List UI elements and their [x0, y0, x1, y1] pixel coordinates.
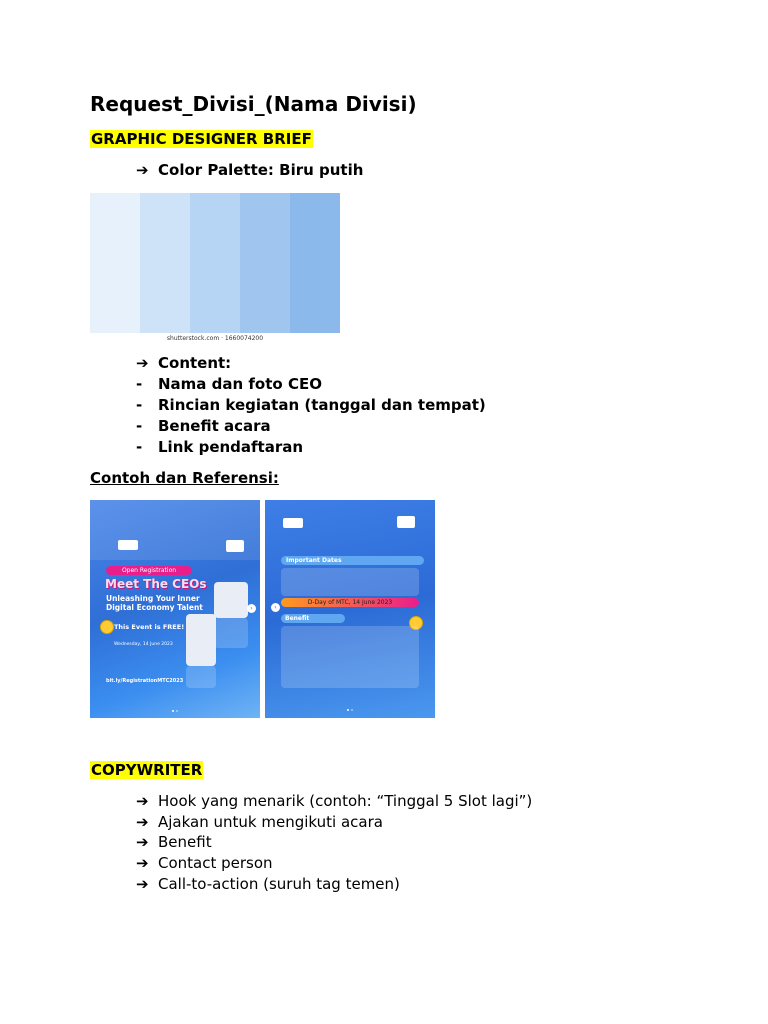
dash-bullet: - [136, 438, 143, 456]
content-label: Content: [158, 354, 232, 372]
emoji-icon [100, 620, 114, 634]
copywriter-heading-text: COPYWRITER [91, 761, 203, 779]
color-palette-label: Color Palette: Biru putih [158, 161, 364, 179]
palette-swatch-2 [140, 193, 190, 333]
list-item [136, 874, 556, 895]
list-item [136, 437, 536, 458]
arrow-icon: ➔ [136, 354, 149, 372]
poster-headline: Meet The CEOs [105, 577, 207, 591]
arrow-icon: ➔ [136, 161, 149, 179]
color-palette-line [136, 160, 436, 181]
copywriter-item: Benefit [158, 833, 212, 851]
reference-poster-1 [90, 500, 260, 718]
content-item: Benefit acara [158, 417, 271, 435]
arrow-icon: ➔ [136, 875, 149, 893]
list-item [136, 395, 536, 416]
copywriter-item: Ajakan untuk mengikuti acara [158, 813, 383, 831]
event-date: Wednesday, 14 June 2023 [114, 642, 173, 647]
list-item [136, 853, 556, 874]
copywriter-heading [90, 760, 203, 780]
content-line [136, 353, 436, 374]
palette-swatch-3 [190, 193, 240, 333]
palette-swatch-5 [290, 193, 340, 333]
reference-poster-2 [265, 500, 435, 718]
content-item: Nama dan foto CEO [158, 375, 322, 393]
graphic-brief-heading-text: GRAPHIC DESIGNER BRIEF [91, 130, 312, 148]
arrow-icon: ➔ [136, 854, 149, 872]
free-event-text: This Event is FREE! [114, 623, 185, 631]
partner-logo-icon [226, 540, 244, 552]
dash-bullet: - [136, 396, 143, 414]
carousel-dot [172, 710, 174, 712]
ceo-photo [214, 582, 248, 618]
content-item: Link pendaftaran [158, 438, 304, 456]
palette-credit: shutterstock.com · 1660074200 [166, 335, 264, 342]
dates-card [281, 568, 419, 596]
references-heading: Contoh dan Referensi: [90, 469, 279, 487]
list-item [136, 832, 556, 853]
palette-swatch-1 [90, 193, 140, 333]
dash-bullet: - [136, 375, 143, 393]
carousel-dot [351, 709, 353, 711]
logo-icon [118, 540, 138, 550]
prev-arrow-icon: ‹ [271, 603, 280, 612]
copywriter-item: Call-to-action (suruh tag temen) [158, 875, 400, 893]
graphic-brief-heading [90, 129, 313, 149]
arrow-icon: ➔ [136, 792, 149, 810]
partner-logo-icon [397, 516, 415, 528]
color-palette-image [90, 193, 340, 333]
important-dates-banner: Important Dates [281, 556, 424, 565]
next-arrow-icon: › [247, 604, 256, 613]
copywriter-item: Hook yang menarik (contoh: “Tinggal 5 Slot lagi”) [158, 792, 533, 810]
benefit-card [281, 626, 419, 688]
page-title: Request_Divisi_(Nama Divisi) [90, 92, 417, 116]
ceo-card [186, 666, 216, 688]
logo-icon [283, 518, 303, 528]
content-item: Rincian kegiatan (tanggal dan tempat) [158, 396, 486, 414]
carousel-dot [176, 710, 178, 712]
list-item [136, 416, 536, 437]
arrow-icon: ➔ [136, 813, 149, 831]
carousel-dot [347, 709, 349, 711]
poster-subtitle-1: Unleashing Your Inner [106, 594, 200, 603]
list-item [136, 812, 556, 833]
poster-subtitle-2: Digital Economy Talent [106, 603, 203, 612]
copywriter-item: Contact person [158, 854, 273, 872]
ceo-photo [186, 614, 216, 666]
arrow-icon: ➔ [136, 833, 149, 851]
benefit-banner: Benefit [281, 614, 345, 623]
palette-swatch-4 [240, 193, 290, 333]
dash-bullet: - [136, 417, 143, 435]
registration-link: bit.ly/RegistrationMTC2023 [106, 678, 184, 684]
list-item [136, 374, 536, 395]
d-day-banner: D-Day of MTC, 14 June 2023 [281, 598, 419, 607]
ceo-card [214, 618, 248, 648]
open-registration-badge: Open Registration [106, 566, 192, 575]
list-item [136, 791, 556, 812]
